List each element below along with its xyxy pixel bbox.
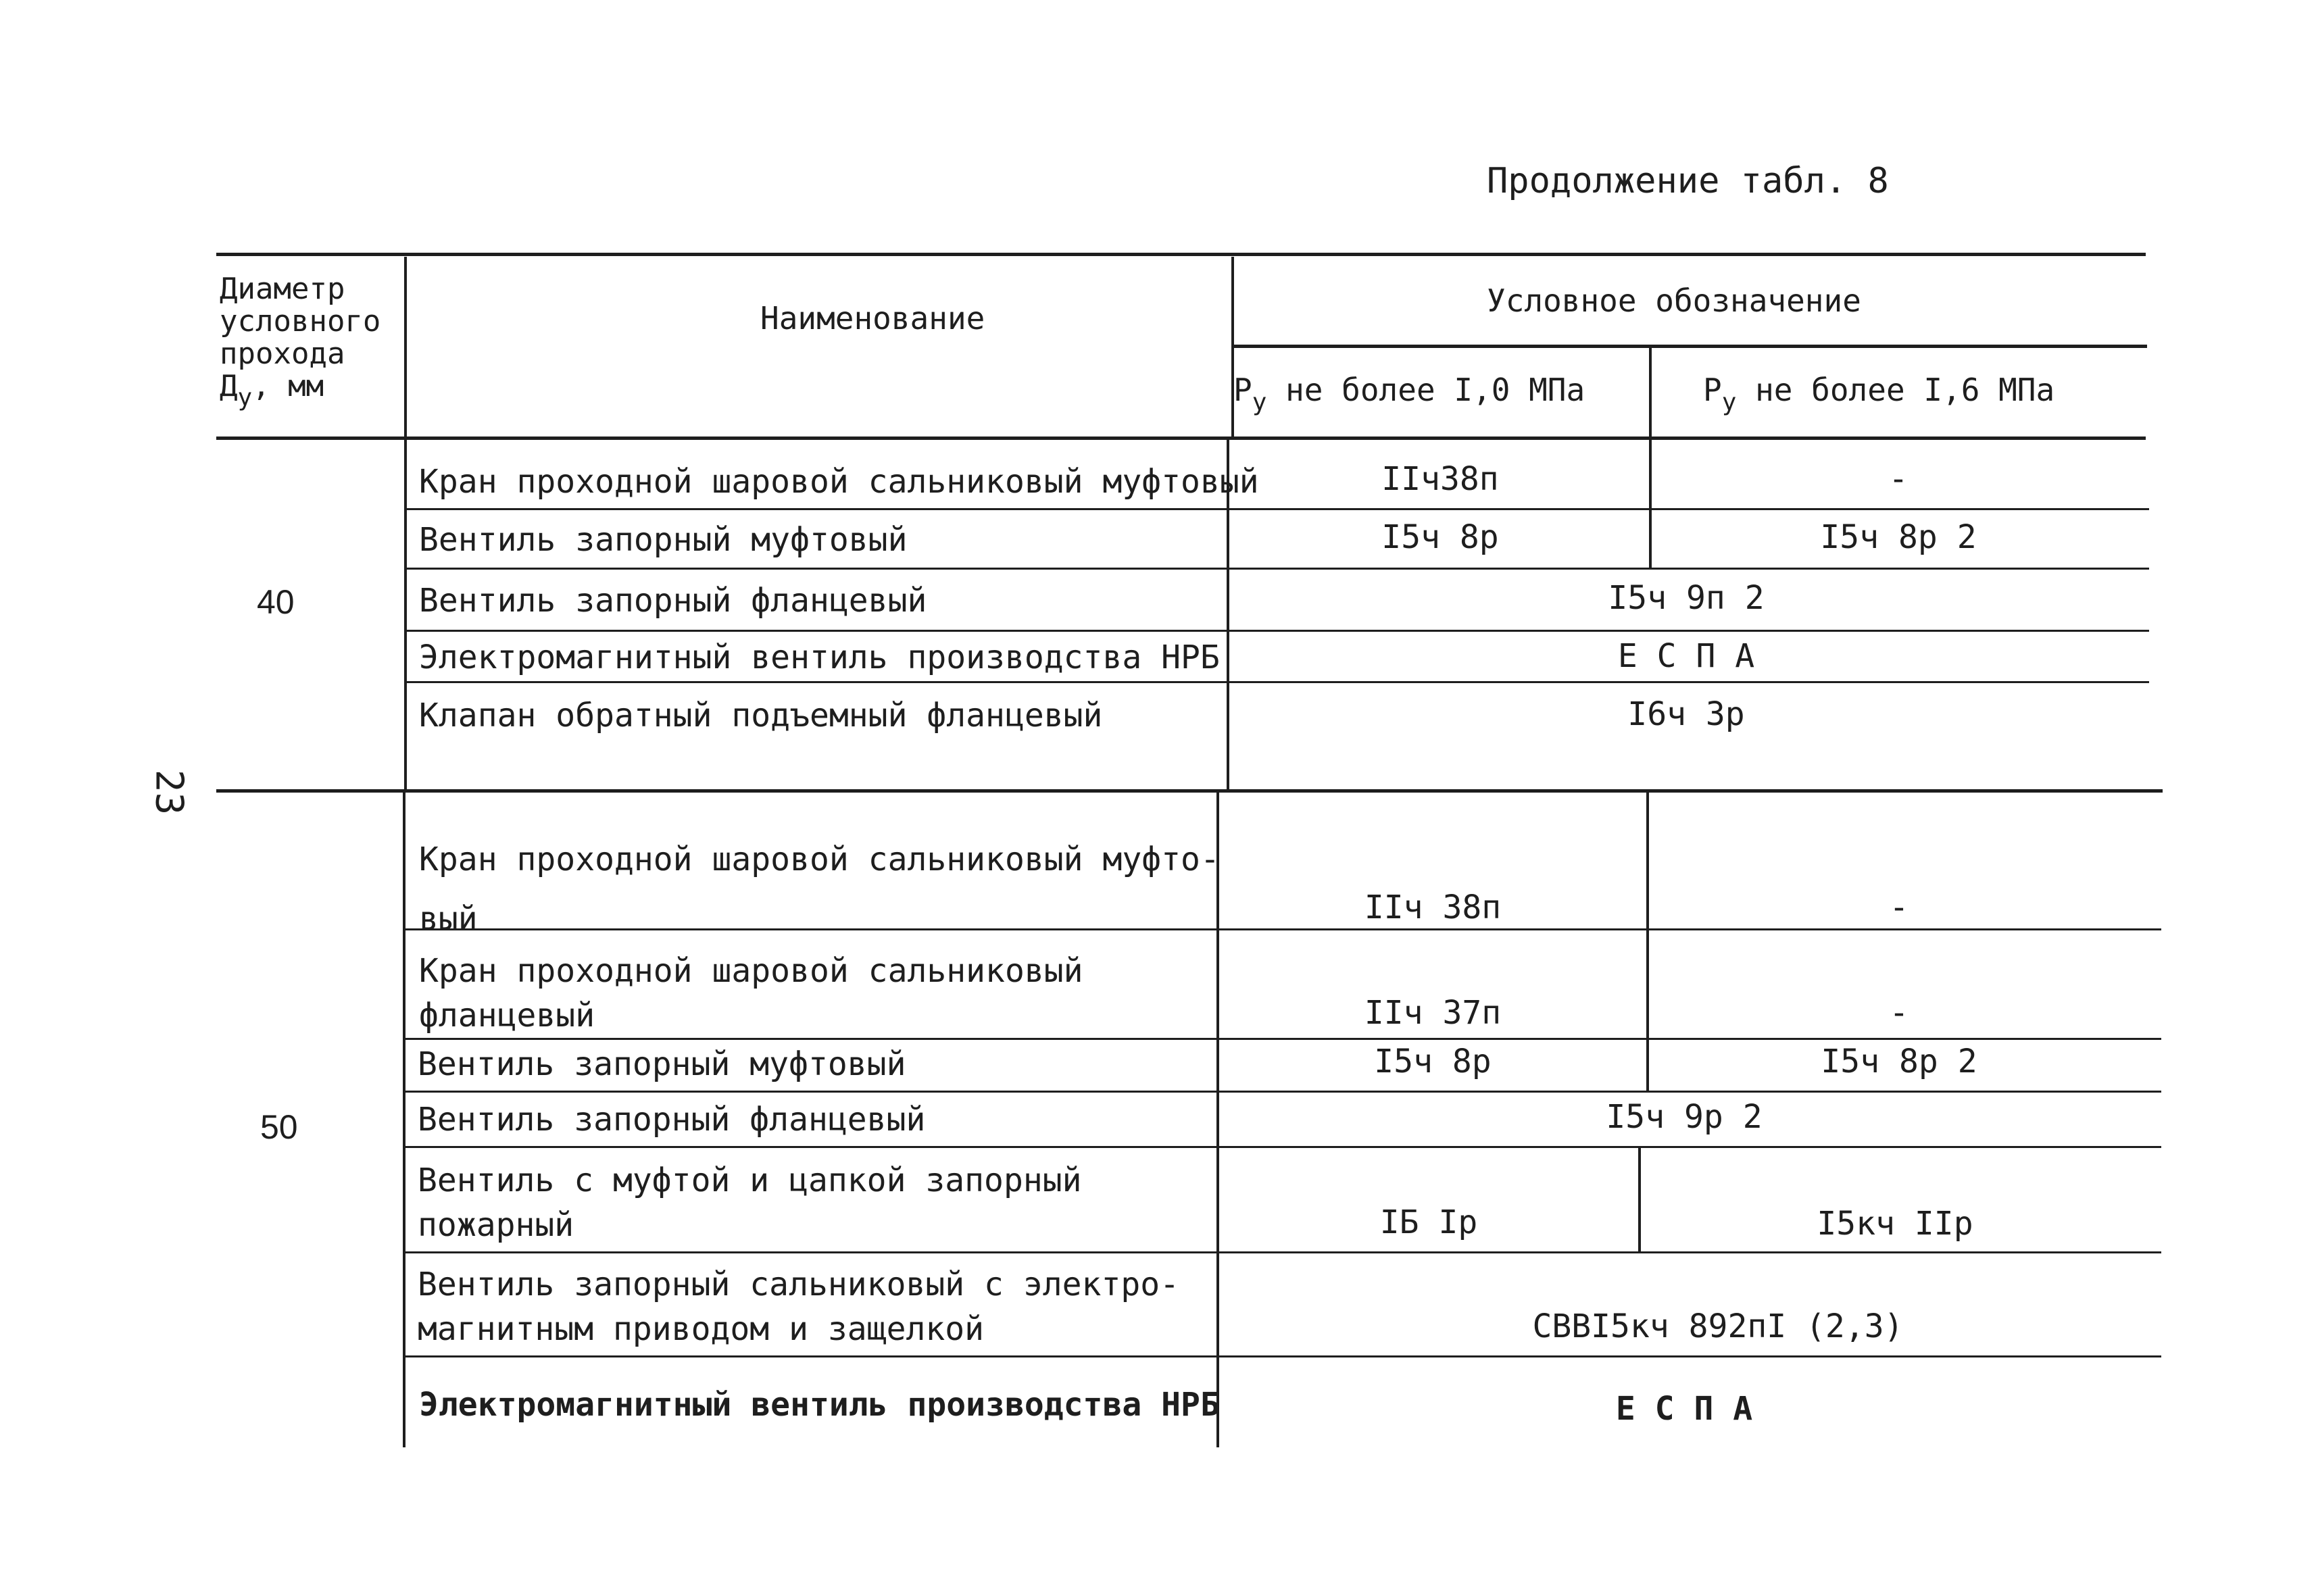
row-both: Е С П А xyxy=(1617,637,1755,675)
row-both: Е С П А xyxy=(1615,1390,1753,1428)
name-column-left-rule-g1 xyxy=(404,439,407,791)
group-separator xyxy=(216,789,2163,793)
diameter-value: 50 xyxy=(260,1108,298,1146)
page-number: 23 xyxy=(147,769,191,816)
row-both: I6ч 3р xyxy=(1627,695,1745,733)
row-name: Кран проходной шаровой сальниковый муфто- вый xyxy=(419,841,1220,938)
header-name: Наименование xyxy=(760,300,985,336)
row-p16: I5ч 8р 2 xyxy=(1820,518,1977,556)
row-name: Кран проходной шаровой сальниковый фланцевый xyxy=(419,952,1083,1034)
row-p10: I5ч 8р xyxy=(1381,518,1499,556)
row-p10: IIч38п xyxy=(1381,460,1499,498)
row-name: Вентиль с муфтой и цапкой запорный пожарный xyxy=(418,1162,1082,1244)
row-name: Вентиль запорный фланцевый xyxy=(419,582,927,620)
row-p16: I5ч 8р 2 xyxy=(1821,1043,1977,1080)
header-diameter: Диаметр условного прохода $Д_у$, мм xyxy=(220,272,381,412)
header-bottom-rule xyxy=(216,437,2146,440)
row-name: Вентиль запорный муфтовый xyxy=(418,1045,906,1083)
diameter-value: 40 xyxy=(257,583,295,621)
row-p16: I5кч IIр xyxy=(1817,1205,1973,1243)
name-column-left-rule-g2 xyxy=(403,792,405,1447)
row-name: Вентиль запорный муфтовый xyxy=(419,521,908,559)
row-rule xyxy=(405,681,2149,683)
row-name: Вентиль запорный сальниковый с электро- магнитным приводом и защелкой xyxy=(418,1266,1180,1348)
header-p10: $Р_у$ не более I,0 МПа xyxy=(1233,372,1585,416)
row-both: I5ч 9р 2 xyxy=(1606,1098,1763,1136)
header-divider-1 xyxy=(404,257,407,437)
row-name: Клапан обратный подъемный фланцевый xyxy=(419,697,1103,734)
row-both: СВВI5кч 892пI (2,3) xyxy=(1532,1307,1904,1345)
table-top-rule xyxy=(216,253,2146,256)
row-name: Электромагнитный вентиль производства НРБ xyxy=(419,1386,1220,1424)
row-rule xyxy=(405,508,2149,510)
row-rule xyxy=(404,1355,2161,1357)
row-p10: I5ч 8р xyxy=(1374,1043,1492,1080)
header-designation: Условное обозначение xyxy=(1487,282,1861,319)
row-rule xyxy=(404,1091,2161,1093)
row-rule xyxy=(405,630,2149,632)
header-divider-3 xyxy=(1649,346,1652,437)
row-p16: - xyxy=(1889,994,1909,1032)
row-name: Кран проходной шаровой сальниковый муфтовый xyxy=(419,463,1259,501)
row-rule xyxy=(404,1146,2161,1148)
table-caption: Продолжение табл. 8 xyxy=(1487,161,1889,201)
row-name: Вентиль запорный фланцевый xyxy=(418,1101,926,1139)
row-rule xyxy=(405,568,2149,570)
row-p10: IБ Iр xyxy=(1379,1203,1478,1241)
row-rule xyxy=(404,1251,2161,1253)
row-p10: IIч 37п xyxy=(1364,994,1502,1032)
row-p16: - xyxy=(1888,460,1909,498)
row-p10: IIч 38п xyxy=(1364,889,1502,926)
row-both: I5ч 9п 2 xyxy=(1608,579,1765,617)
header-mid-rule xyxy=(1231,345,2147,348)
row-name: Электромагнитный вентиль производства НРБ xyxy=(419,639,1220,676)
row-p16: - xyxy=(1889,889,1909,926)
header-p16: $Р_у$ не более I,6 МПа xyxy=(1703,372,2055,416)
